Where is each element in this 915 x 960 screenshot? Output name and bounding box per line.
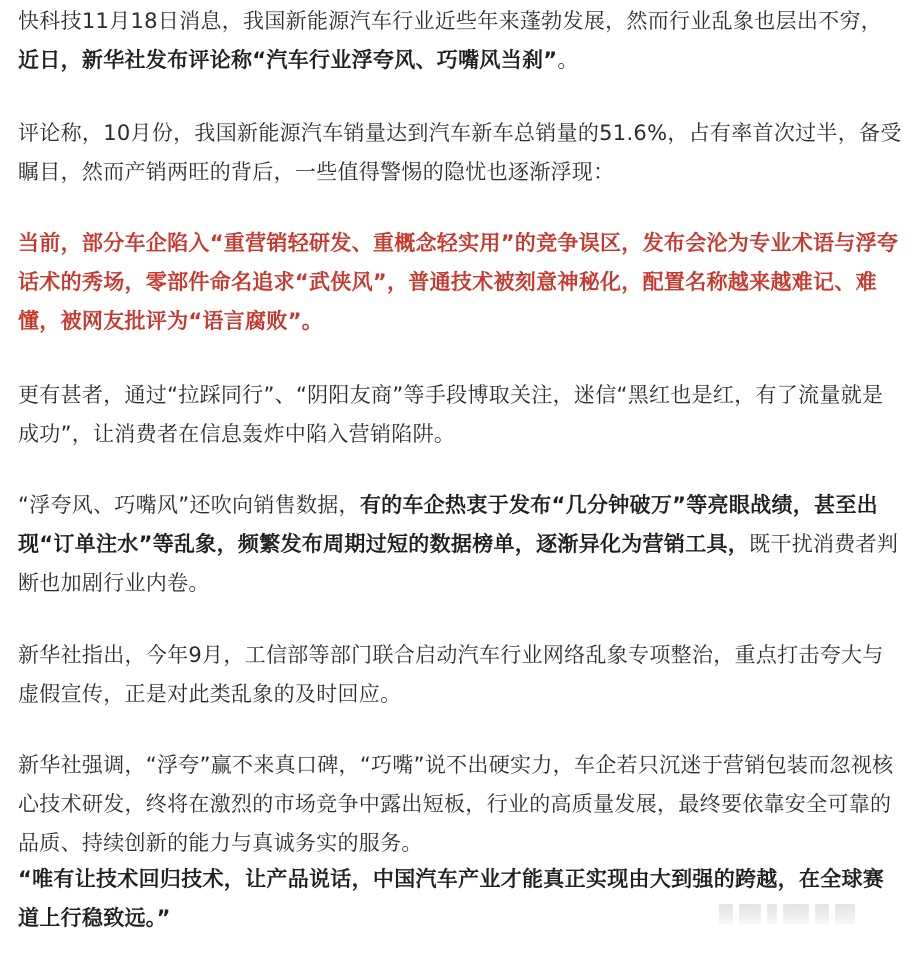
- paragraph-regulation: 新华社指出，今年9月，工信部等部门联合启动汽车行业网络乱象专项整治，重点打击夸大与虚假宣传，正是对此类乱象的及时回应。: [18, 643, 884, 706]
- sales-data-text: “浮夸风、巧嘴风”还吹向销售数据，: [18, 493, 360, 517]
- sales-data-end-text: 既干扰消费者判断也加剧行业内卷。: [18, 532, 899, 595]
- paragraph-intro: [18, 2, 902, 80]
- watermark-logo: [719, 904, 879, 932]
- intro-bold-text: 近日，新华社发布评论称“汽车行业浮夸风、巧嘴风当刹”: [18, 48, 558, 72]
- paragraph-emphasis: 新华社强调，“浮夸”赢不来真口碑，“巧嘴”说不出硬实力，车企若只沉迷于营销包装而忽视核心技术研发，终将在激烈的市场竞争中露出短板，行业的高质量发展，最终要依靠安全可靠的品质、持续创新的能力与真诚务实的服务。: [18, 753, 894, 855]
- paragraph-sales: 评论称，10月份，我国新能源汽车销量达到汽车新车总销量的51.6%，占有率首次过半，备受瞩目，然而产销两旺的背后，一些值得警惕的隐忧也逐渐浮现：: [18, 121, 902, 184]
- paragraph-highlight-red: 当前，部分车企陷入“重营销轻研发、重概念轻实用”的竞争误区，发布会沦为专业术语与浮夸话术的秀场，零部件命名追求“武侠风”，普通技术被刻意神秘化，配置名称越来越难记、难懂，被网友批评为“语言腐败”。: [18, 231, 899, 333]
- paragraph-marketing: 更有甚者，通过“拉踩同行”、“阴阳友商”等手段博取关注，迷信“黑红也是红，有了流量就是成功”，让消费者在信息轰炸中陷入营销陷阱。: [18, 383, 884, 446]
- sales-data-bold-text: 有的车企热衷于发布“几分钟破万”等亮眼战绩，甚至出现“订单注水”等乱象，频繁发布周期过短的数据榜单，逐渐异化为营销工具，: [18, 493, 878, 556]
- intro-end-text: 。: [557, 48, 579, 72]
- paragraph-quote: “唯有让技术回归技术，让产品说话，中国汽车产业才能真正实现由大到强的跨越，在全球赛道上行稳致远。”: [18, 867, 885, 930]
- paragraph-sales-data: [18, 486, 902, 603]
- intro-text: 快科技11月18日消息，我国新能源汽车行业近些年来蓬勃发展，然而行业乱象也层出不穷，: [18, 9, 883, 33]
